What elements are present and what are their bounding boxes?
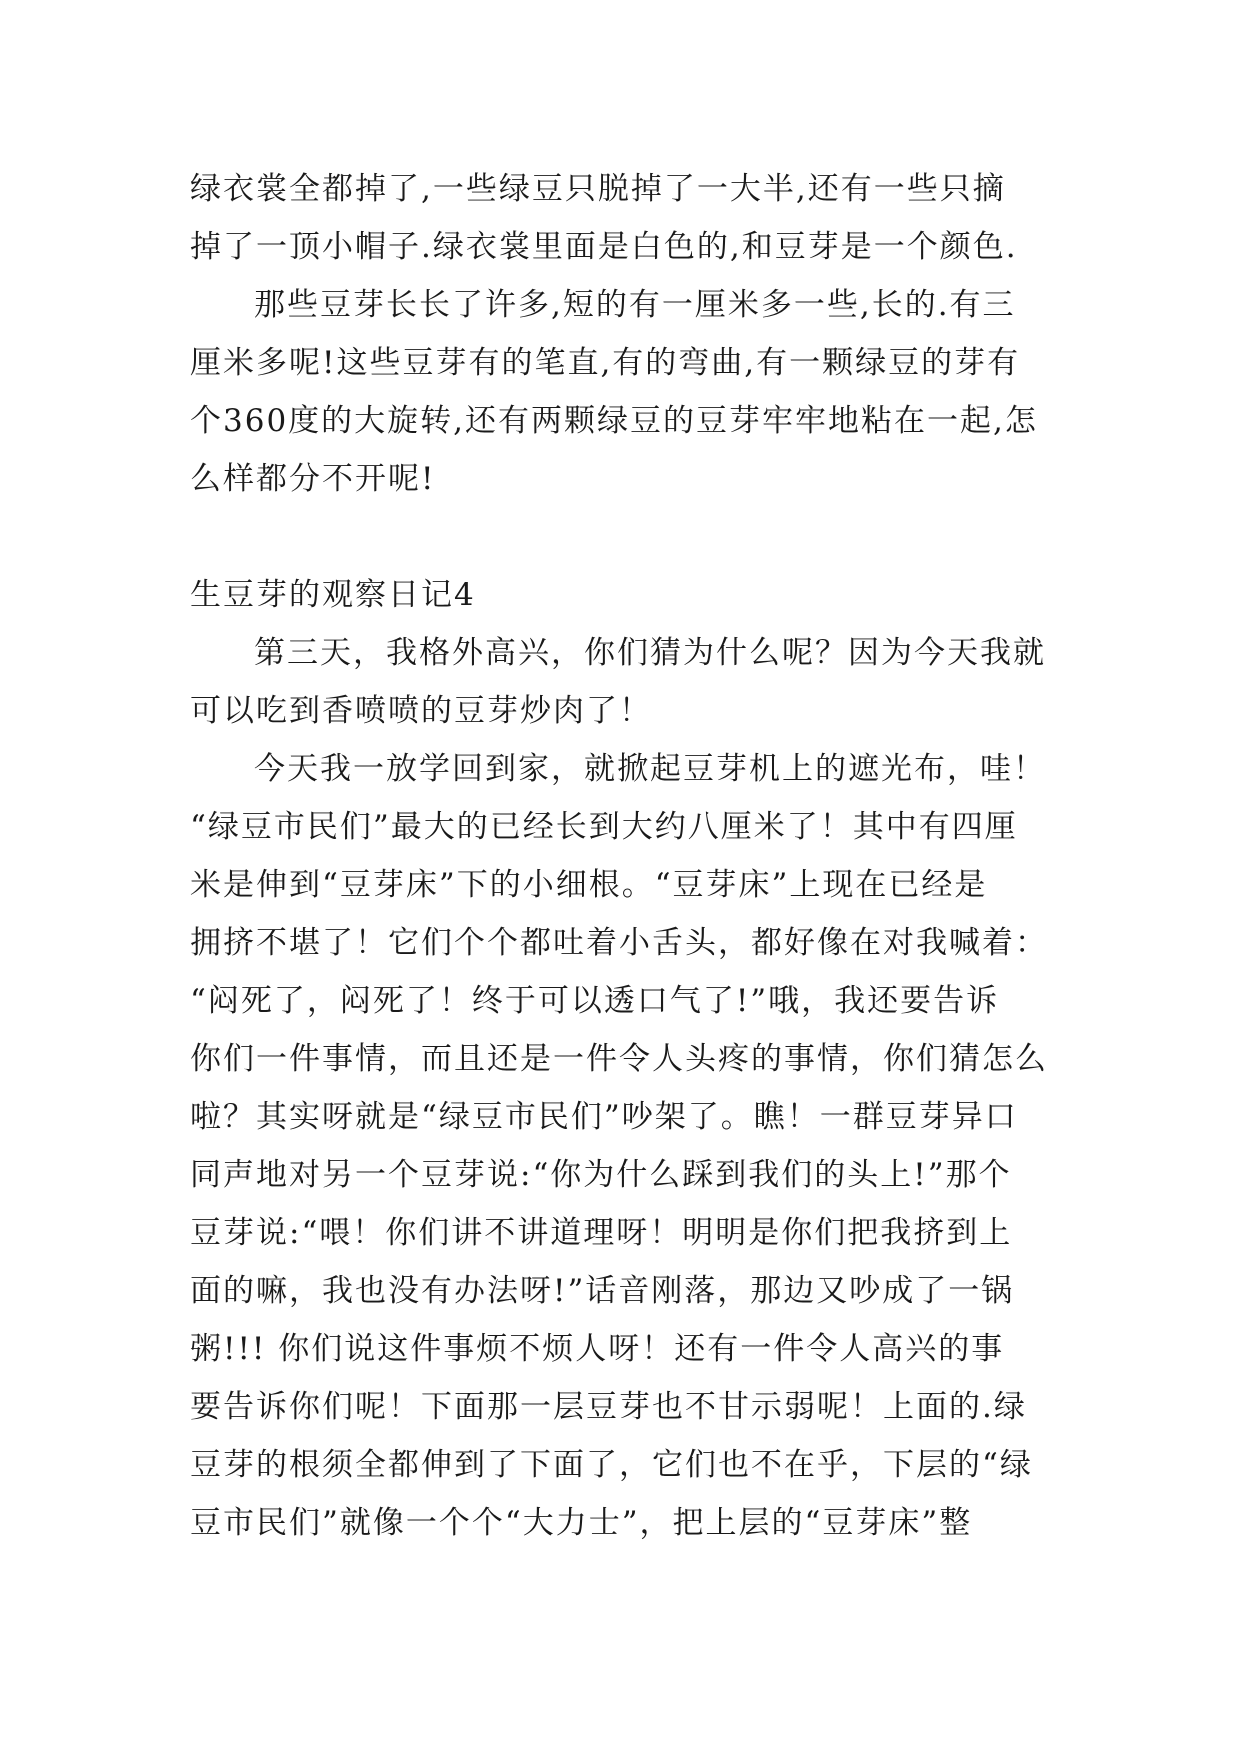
paragraph-first-line: 今天我一放学回到家，就掀起豆芽机上的遮光布，哇！ [254, 751, 1046, 787]
text-line: 同声地对另一个豆芽说:“你为什么踩到我们的头上!”那个 [190, 1157, 1012, 1193]
text-line: 可以吃到香喷喷的豆芽炒肉了！ [190, 693, 652, 729]
section-heading: 生豆芽的观察日记4 [190, 577, 476, 613]
text-line: 拥挤不堪了！它们个个都吐着小舌头，都好像在对我喊着： [190, 925, 1048, 961]
text-line: 你们一件事情，而且还是一件令人头疼的事情，你们猜怎么 [190, 1041, 1048, 1077]
text-line: 豆芽的根须全都伸到了下面了，它们也不在乎，下层的“绿 [190, 1447, 1033, 1483]
paragraph-first-line: 那些豆芽长长了许多,短的有一厘米多一些,长的.有三 [254, 287, 1016, 323]
text-line: 豆市民们”就像一个个“大力士”，把上层的“豆芽床”整 [190, 1505, 973, 1541]
text-line: 个360度的大旋转,还有两颗绿豆的豆芽牢牢地粘在一起,怎 [190, 403, 1038, 439]
text-line: 粥!!! 你们说这件事烦不烦人呀！还有一件令人高兴的事 [190, 1331, 1005, 1367]
text-line: 面的嘛，我也没有办法呀!”话音刚落，那边又吵成了一锅 [190, 1273, 1015, 1309]
text-line: 么样都分不开呢! [190, 461, 436, 497]
text-line: “绿豆市民们”最大的已经长到大约八厘米了！其中有四厘 [190, 809, 1018, 845]
text-line: 掉了一顶小帽子.绿衣裳里面是白色的,和豆芽是一个颜色. [190, 229, 1018, 265]
text-line: 厘米多呢!这些豆芽有的笔直,有的弯曲,有一颗绿豆的芽有 [190, 345, 1021, 381]
section-spacer [190, 508, 1060, 566]
text-line: 要告诉你们呢！下面那一层豆芽也不甘示弱呢！上面的.绿 [190, 1389, 1027, 1425]
paragraph-first-line: 第三天，我格外高兴，你们猜为什么呢？因为今天我就 [254, 635, 1046, 671]
text-line: 啦？其实呀就是“绿豆市民们”吵架了。瞧！一群豆芽异口 [190, 1099, 1018, 1135]
text-line: “闷死了，闷死了！终于可以透口气了!”哦，我还要告诉 [190, 983, 1000, 1019]
document-body [190, 160, 1060, 1552]
text-line: 米是伸到“豆芽床”下的小细根。“豆芽床”上现在已经是 [190, 867, 988, 903]
text-line: 绿衣裳全都掉了,一些绿豆只脱掉了一大半,还有一些只摘 [190, 171, 1006, 207]
text-line: 豆芽说:“喂！你们讲不讲道理呀！明明是你们把我挤到上 [190, 1215, 1013, 1251]
